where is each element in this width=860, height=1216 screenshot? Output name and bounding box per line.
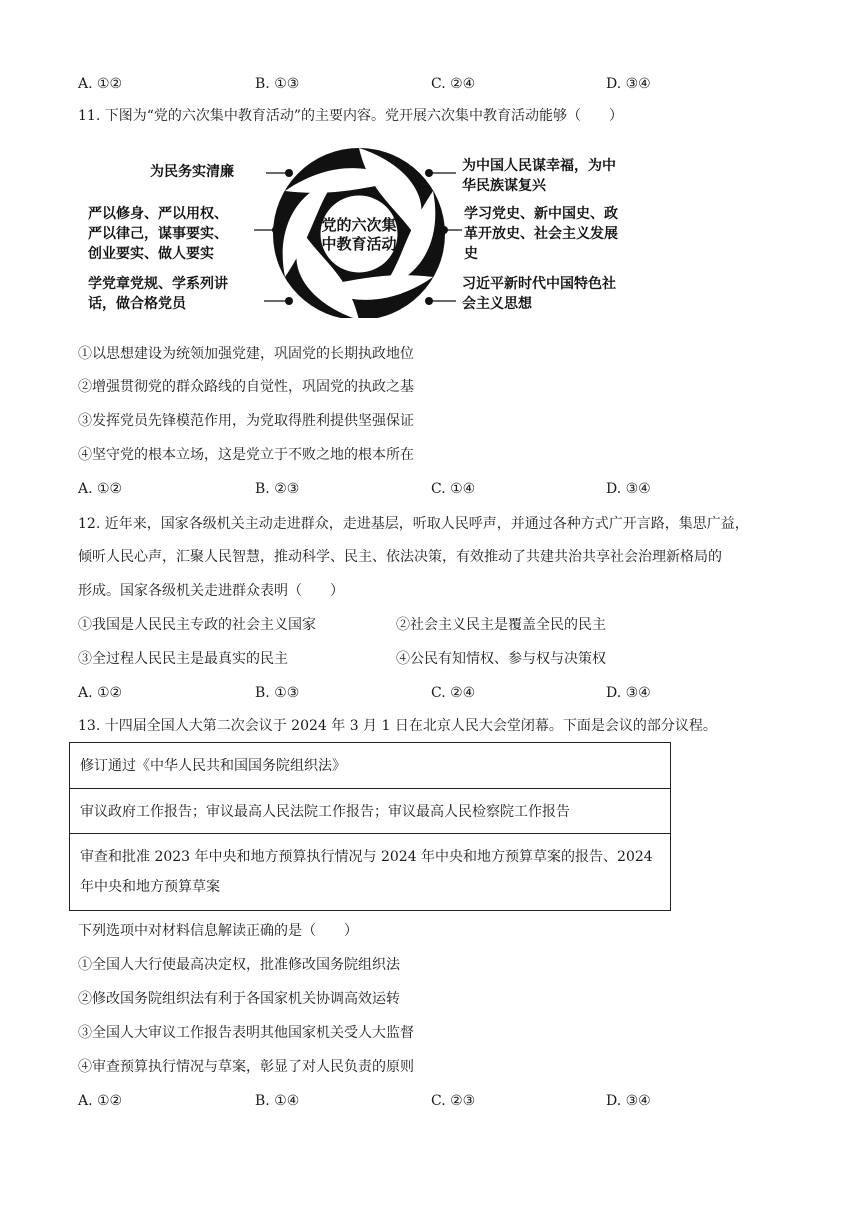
q13-option-a: A. ①② xyxy=(78,1093,123,1109)
q11-statement-4: ④坚守党的根本立场，这是党立于不败之地的根本所在 xyxy=(78,447,414,463)
q12-statement-2: ②社会主义民主是覆盖全民的民主 xyxy=(396,617,606,633)
q13-option-d: D. ③④ xyxy=(606,1093,651,1109)
q13-statement-1: ①全国人大行使最高决定权，批准修改国务院组织法 xyxy=(78,957,400,973)
q11-options xyxy=(78,479,778,499)
q12-option-d: D. ③④ xyxy=(606,685,651,701)
figure-center-line-2: 中教育活动 xyxy=(321,235,397,253)
figure-center-line-1: 党的六次集 xyxy=(321,216,397,234)
q13-options xyxy=(78,1091,778,1111)
q13-agenda-table xyxy=(69,742,671,911)
q10-option-d: D. ③④ xyxy=(606,76,651,92)
q11-stem: 11. 下图为“党的六次集中教育活动”的主要内容。党开展六次集中教育活动能够（ ） xyxy=(78,108,624,124)
q10-option-a: A. ①② xyxy=(78,76,123,92)
q13-option-c: C. ②③ xyxy=(431,1093,476,1109)
petal-mark: 4 xyxy=(396,286,403,297)
agenda-row: 审查和批准 2023 年中央和地方预算执行情况与 2024 年中央和地方预算草案的报告、2024 年中央和地方预算草案 xyxy=(70,833,670,910)
q11-statement-3: ③发挥党员先锋模范作用，为党取得胜利提供坚强保证 xyxy=(78,413,414,429)
petal-mark: 5 xyxy=(336,290,343,301)
q11-figure xyxy=(84,146,674,318)
q12-statement-3: ③全过程人民民主是最真实的民主 xyxy=(78,651,288,667)
q13-question: 下列选项中对材料信息解读正确的是（ ） xyxy=(78,923,358,939)
figure-label-left-2: 严以修身、严以用权、 严以律己，谋事要实、 创业要实、做人要实 xyxy=(88,206,228,262)
q12-option-c: C. ②④ xyxy=(431,685,476,701)
q13-option-b: B. ①④ xyxy=(255,1093,300,1109)
petal-mark: 6 xyxy=(289,234,296,245)
figure-label-left-3: 学党章党规、学系列讲 话，做合格党员 xyxy=(88,276,228,312)
q13-stem: 13. 十四届全国人大第二次会议于 2024 年 3 月 1 日在北京人民大会堂闭幕。下面是会议的部分议程。 xyxy=(78,718,717,734)
agenda-row: 修订通过《中华人民共和国国务院组织法》 xyxy=(80,758,346,774)
q10-option-c: C. ②④ xyxy=(431,76,476,92)
petal-mark: 1 xyxy=(316,178,323,189)
q11-statement-1: ①以思想建设为统领加强党建，巩固党的长期执政地位 xyxy=(78,346,414,362)
q13-statement-3: ③全国人大审议工作报告表明其他国家机关受人大监督 xyxy=(78,1025,414,1041)
q13-statement-4: ④审查预算执行情况与草案，彰显了对人民负责的原则 xyxy=(78,1059,414,1075)
q11-option-c: C. ①④ xyxy=(431,481,476,497)
figure-label-left-1: 为民务实清廉 xyxy=(150,164,234,180)
q12-statement-1: ①我国是人民民主专政的社会主义国家 xyxy=(78,617,316,633)
q12-stem-line-3: 形成。国家各级机关走进群众表明（ ） xyxy=(78,583,344,599)
q12-options xyxy=(78,683,778,703)
q12-option-b: B. ①③ xyxy=(255,685,300,701)
figure-label-right-3: 习近平新时代中国特色社 会主义思想 xyxy=(462,276,616,312)
q11-option-a: A. ①② xyxy=(78,481,123,497)
q10-option-b: B. ①③ xyxy=(255,76,300,92)
q12-stem-line-1: 12. 近年来，国家各级机关主动走进群众，走进基层，听取人民呼声，并通过各种方式广开言路，集思广益， xyxy=(78,516,749,532)
petal-mark: 2 xyxy=(379,166,386,177)
q10-options xyxy=(78,74,778,94)
q13-statement-2: ②修改国务院组织法有利于各国家机关协调高效运转 xyxy=(78,991,400,1007)
figure-label-right-1: 为中国人民谋幸福，为中 华民族谋复兴 xyxy=(462,158,616,194)
q12-option-a: A. ①② xyxy=(78,685,123,701)
q12-statement-4: ④公民有知情权、参与权与决策权 xyxy=(396,651,606,667)
agenda-row: 审议政府工作报告；审议最高人民法院工作报告；审议最高人民检察院工作报告 xyxy=(70,788,670,833)
petal-mark: 3 xyxy=(424,220,431,231)
q11-statement-2: ②增强贯彻党的群众路线的自觉性，巩固党的执政之基 xyxy=(78,379,414,395)
q11-option-b: B. ②③ xyxy=(255,481,300,497)
q11-option-d: D. ③④ xyxy=(606,481,651,497)
q12-stem-line-2: 倾听人民心声，汇聚人民智慧，推动科学、民主、依法决策，有效推动了共建共治共享社会治理新格局的 xyxy=(78,549,722,565)
figure-label-right-2: 学习党史、新中国史、政 革开放史、社会主义发展 史 xyxy=(464,206,618,262)
